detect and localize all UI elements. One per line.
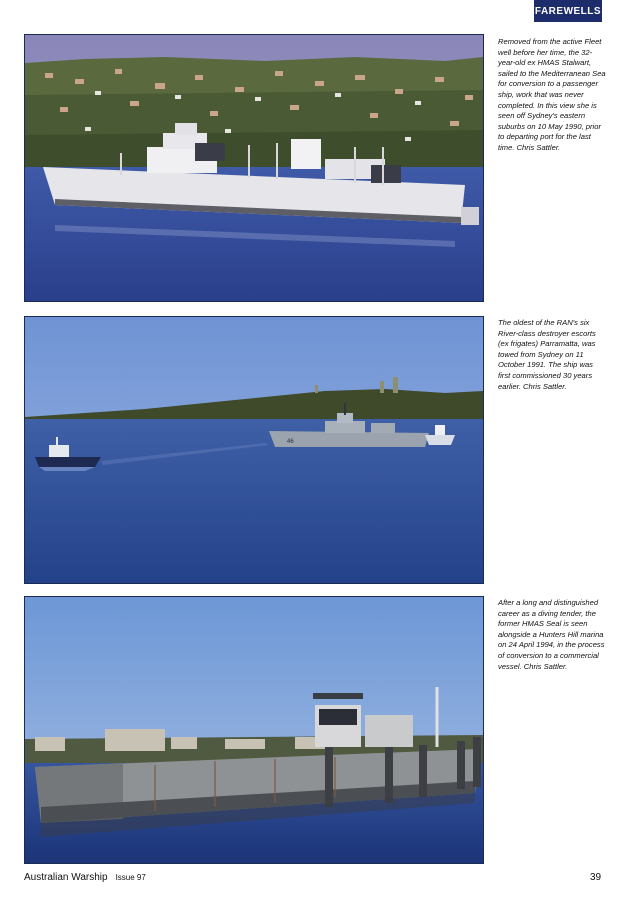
issue-label: Issue 97 bbox=[115, 873, 146, 882]
hull-number: 46 bbox=[287, 439, 294, 445]
photo-stalwart bbox=[24, 34, 484, 302]
page-number: 39 bbox=[590, 872, 602, 883]
footer bbox=[24, 872, 146, 883]
caption-seal: After a long and distinguished career as a diving tender, the former HMAS Seal is seen alongside a Hunters Hill marina on 24 April 1994, in the process of conversion to a commercial vessel. Chris Sattler. bbox=[498, 598, 605, 671]
photo-parramatta bbox=[24, 316, 484, 584]
caption-parramatta: The oldest of the RAN's six River-class destroyer escorts (ex frigates) Parramatta, was towed from Sydney on 11 October 1991. The ship was first commissioned 30 years earlier. Chris Sattler. bbox=[498, 318, 596, 391]
section-tab: FAREWELLS bbox=[534, 0, 602, 22]
magazine-name: Australian Warship bbox=[24, 872, 108, 883]
caption-stalwart: Removed from the active Fleet well before her time, the 32-year-old ex HMAS Stalwart, sailed to the Mediterranean Sea for conversion to a passenger ship, work that was never completed. In this view she is seen off Sydney's eastern suburbs on 10 May 1990, prior to departing port for the last time. Chris Sattler. bbox=[498, 37, 606, 152]
photo-seal bbox=[24, 596, 484, 864]
